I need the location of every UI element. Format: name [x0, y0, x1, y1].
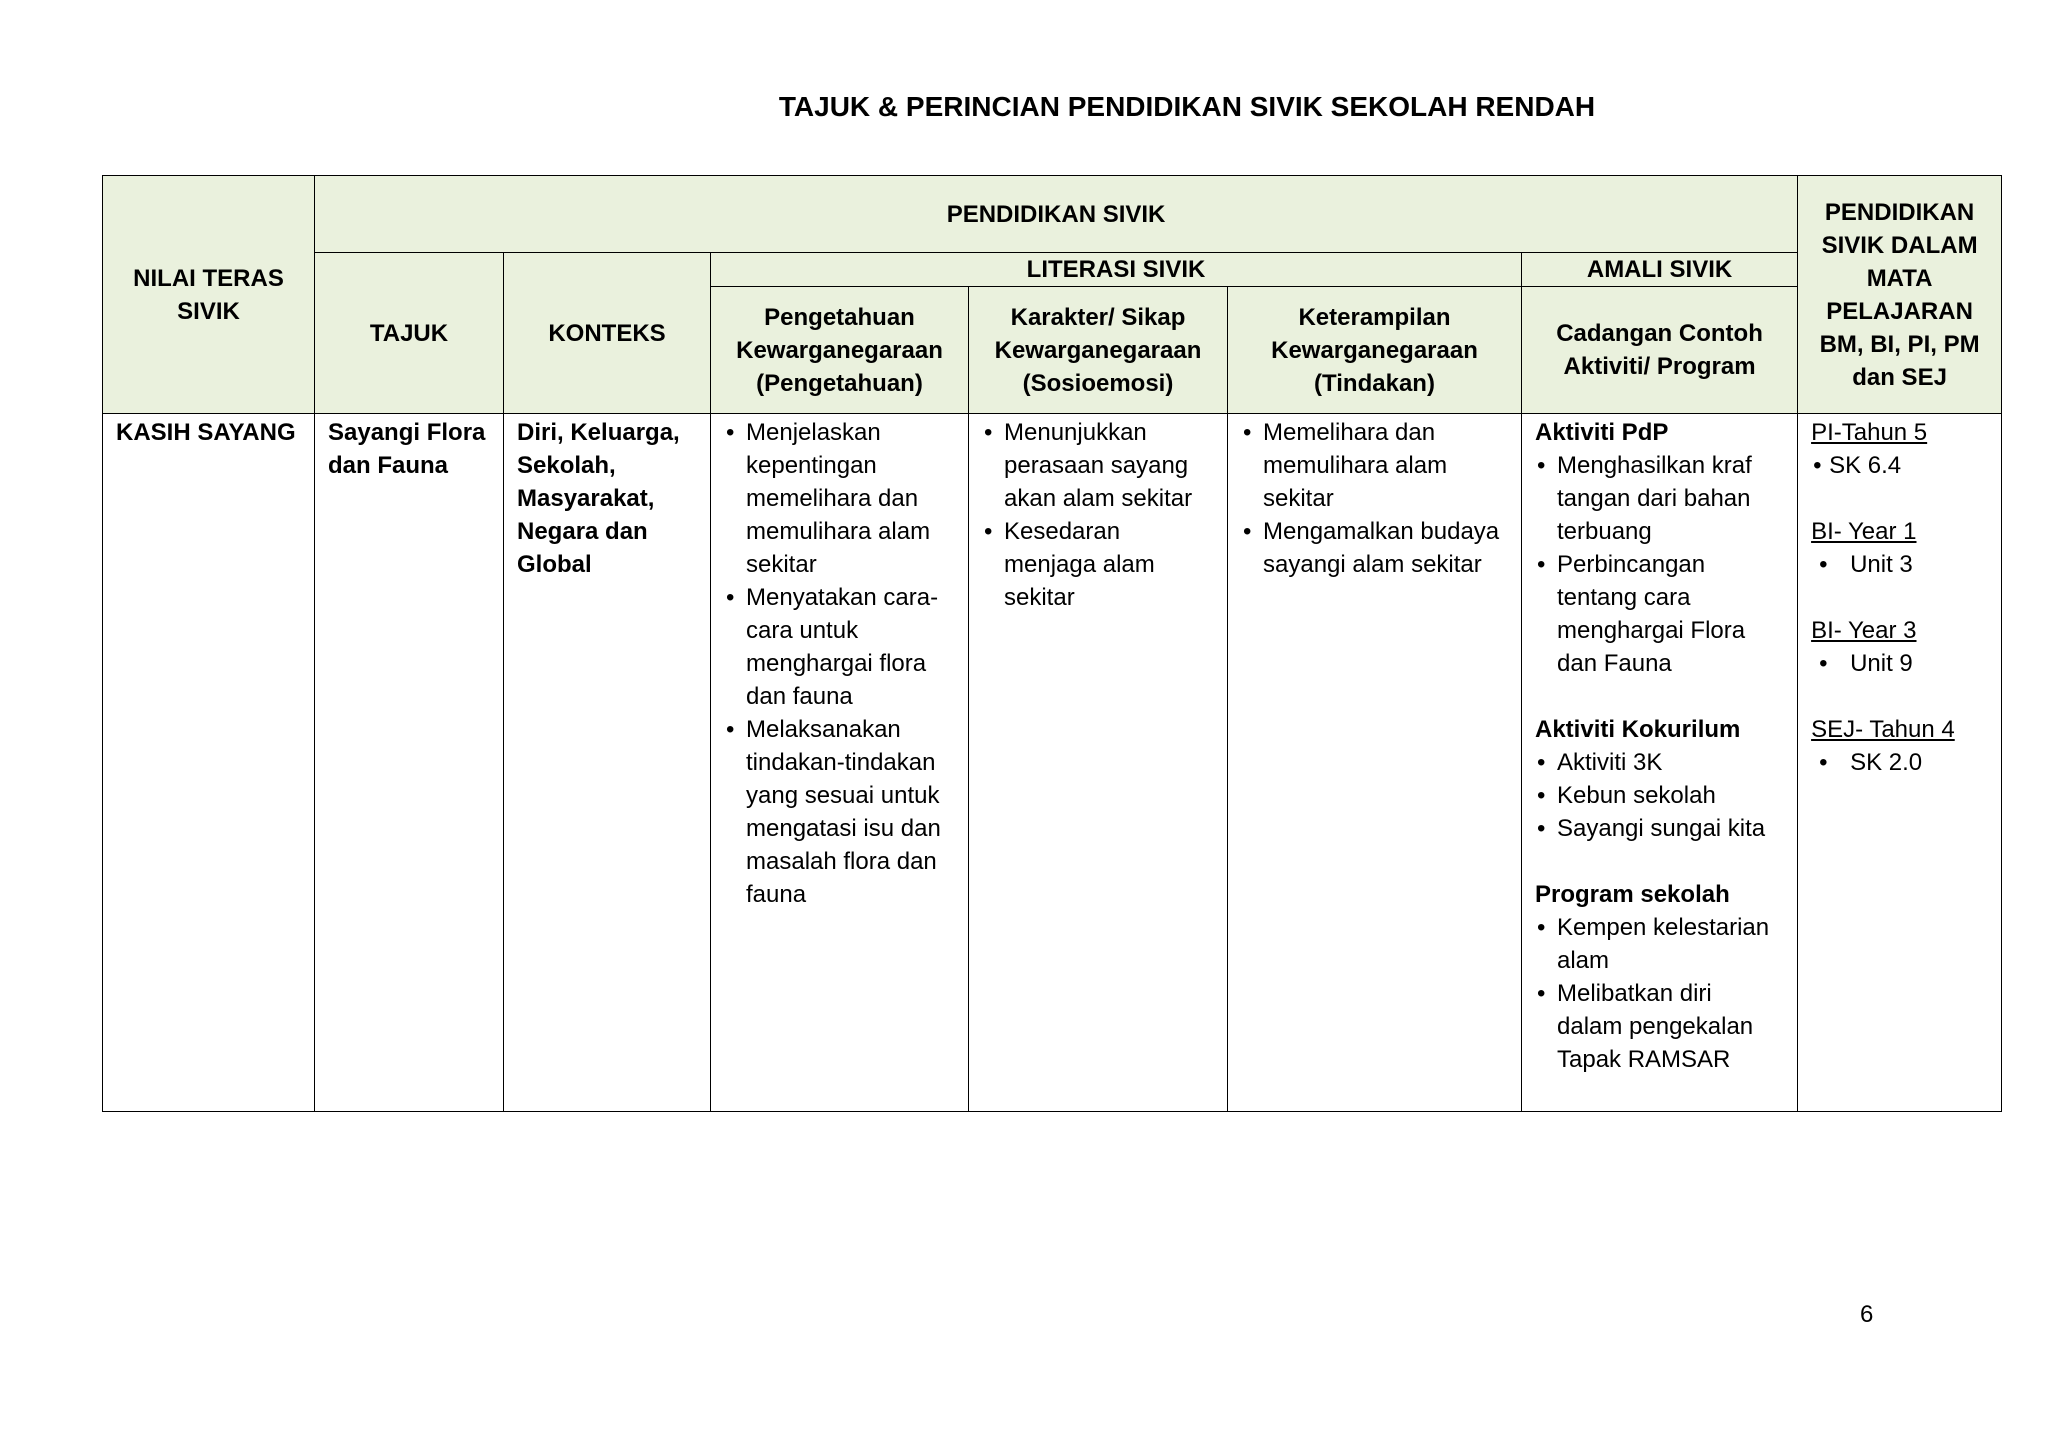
header-nilai-teras-sivik: NILAI TERAS SIVIK	[103, 176, 315, 414]
list-item: • Perbincangan tentang cara menghargai Flora dan Fauna	[1535, 548, 1791, 680]
section-heading: Aktiviti PdP	[1535, 419, 1669, 446]
cell-pengetahuan	[711, 414, 969, 1112]
header-amali-sivik: AMALI SIVIK	[1522, 253, 1798, 287]
cell-tajuk	[315, 414, 504, 1112]
activity-list	[1535, 911, 1791, 1076]
subject-label: SEJ- Tahun 4	[1811, 716, 1955, 743]
cell-konteks	[504, 414, 711, 1112]
page-title: TAJUK & PERINCIAN PENDIDIKAN SIVIK SEKOLAH RENDAH	[778, 91, 1596, 122]
nilai-teras-value: KASIH SAYANG	[116, 419, 296, 446]
list-item: • Melibatkan diri dalam pengekalan Tapak RAMSAR	[1535, 977, 1791, 1076]
list-item: • Memelihara dan memulihara alam sekitar	[1241, 416, 1515, 515]
spacer	[1811, 581, 1995, 614]
list-item: • Unit 9	[1811, 647, 1995, 680]
konteks-value: Diri, Keluarga, Sekolah, Masyarakat, Negara dan Global	[517, 419, 680, 578]
cell-mata-pelajaran	[1798, 414, 2002, 1112]
list-item: • Melaksanakan tindakan-tindakan yang sesuai untuk mengatasi isu dan masalah flora dan fauna	[724, 713, 962, 911]
header-pengetahuan: Pengetahuan Kewarganegaraan (Pengetahuan)	[711, 287, 969, 414]
list-item: • Menyatakan cara- cara untuk menghargai flora dan fauna	[724, 581, 962, 713]
spacer	[1535, 680, 1791, 713]
activity-list	[1535, 449, 1791, 680]
subject-list	[1811, 647, 1995, 680]
header-tajuk: TAJUK	[315, 253, 504, 414]
subject-list	[1811, 548, 1995, 581]
cell-karakter	[969, 414, 1228, 1112]
subject-label: PI-Tahun 5	[1811, 419, 1928, 446]
subject-list	[1811, 449, 1995, 482]
list-item: • Kebun sekolah	[1535, 779, 1791, 812]
header-row	[103, 253, 2002, 287]
header-karakter: Karakter/ Sikap Kewarganegaraan (Sosioemosi)	[969, 287, 1228, 414]
tajuk-value: Sayangi Flora dan Fauna	[328, 419, 486, 479]
header-mata-pelajaran: PENDIDIKAN SIVIK DALAM MATA PELAJARAN BM, BI, PI, PM dan SEJ	[1798, 176, 2002, 414]
table-body	[103, 414, 2002, 1112]
header-cadangan: Cadangan Contoh Aktiviti/ Program	[1522, 287, 1798, 414]
karakter-list	[982, 416, 1221, 614]
header-keterampilan: Keterampilan Kewarganegaraan (Tindakan)	[1228, 287, 1522, 414]
activity-list	[1535, 746, 1791, 845]
civics-curriculum-table	[102, 175, 2002, 1112]
keterampilan-list	[1241, 416, 1515, 581]
cell-cadangan	[1522, 414, 1798, 1112]
list-item: • Menjelaskan kepentingan memelihara dan memulihara alam sekitar	[724, 416, 962, 581]
section-heading: Aktiviti Kokurilum	[1535, 716, 1741, 743]
cell-keterampilan	[1228, 414, 1522, 1112]
list-item: • Sayangi sungai kita	[1535, 812, 1791, 845]
list-item: • Aktiviti 3K	[1535, 746, 1791, 779]
subject-label: BI- Year 1	[1811, 518, 1917, 545]
pengetahuan-list	[724, 416, 962, 911]
spacer	[1811, 680, 1995, 713]
header-konteks: KONTEKS	[504, 253, 711, 414]
spacer	[1811, 482, 1995, 515]
page-number: 6	[1860, 1301, 1874, 1328]
list-item: • Menghasilkan kraf tangan dari bahan terbuang	[1535, 449, 1791, 548]
cell-nilai-teras	[103, 414, 315, 1112]
list-item: • Mengamalkan budaya sayangi alam sekitar	[1241, 515, 1515, 581]
list-item: • SK 6.4	[1811, 449, 1995, 482]
header-pendidikan-sivik: PENDIDIKAN SIVIK	[315, 176, 1798, 253]
section-heading: Program sekolah	[1535, 881, 1730, 908]
list-item: • SK 2.0	[1811, 746, 1995, 779]
subject-list	[1811, 746, 1995, 779]
list-item: • Kesedaran menjaga alam sekitar	[982, 515, 1221, 614]
table-header	[103, 176, 2002, 414]
spacer	[1535, 845, 1791, 878]
list-item: • Kempen kelestarian alam	[1535, 911, 1791, 977]
table-row	[103, 414, 2002, 1112]
header-row	[103, 176, 2002, 253]
header-literasi-sivik: LITERASI SIVIK	[711, 253, 1522, 287]
subject-label: BI- Year 3	[1811, 617, 1917, 644]
list-item: • Menunjukkan perasaan sayang akan alam sekitar	[982, 416, 1221, 515]
list-item: • Unit 3	[1811, 548, 1995, 581]
